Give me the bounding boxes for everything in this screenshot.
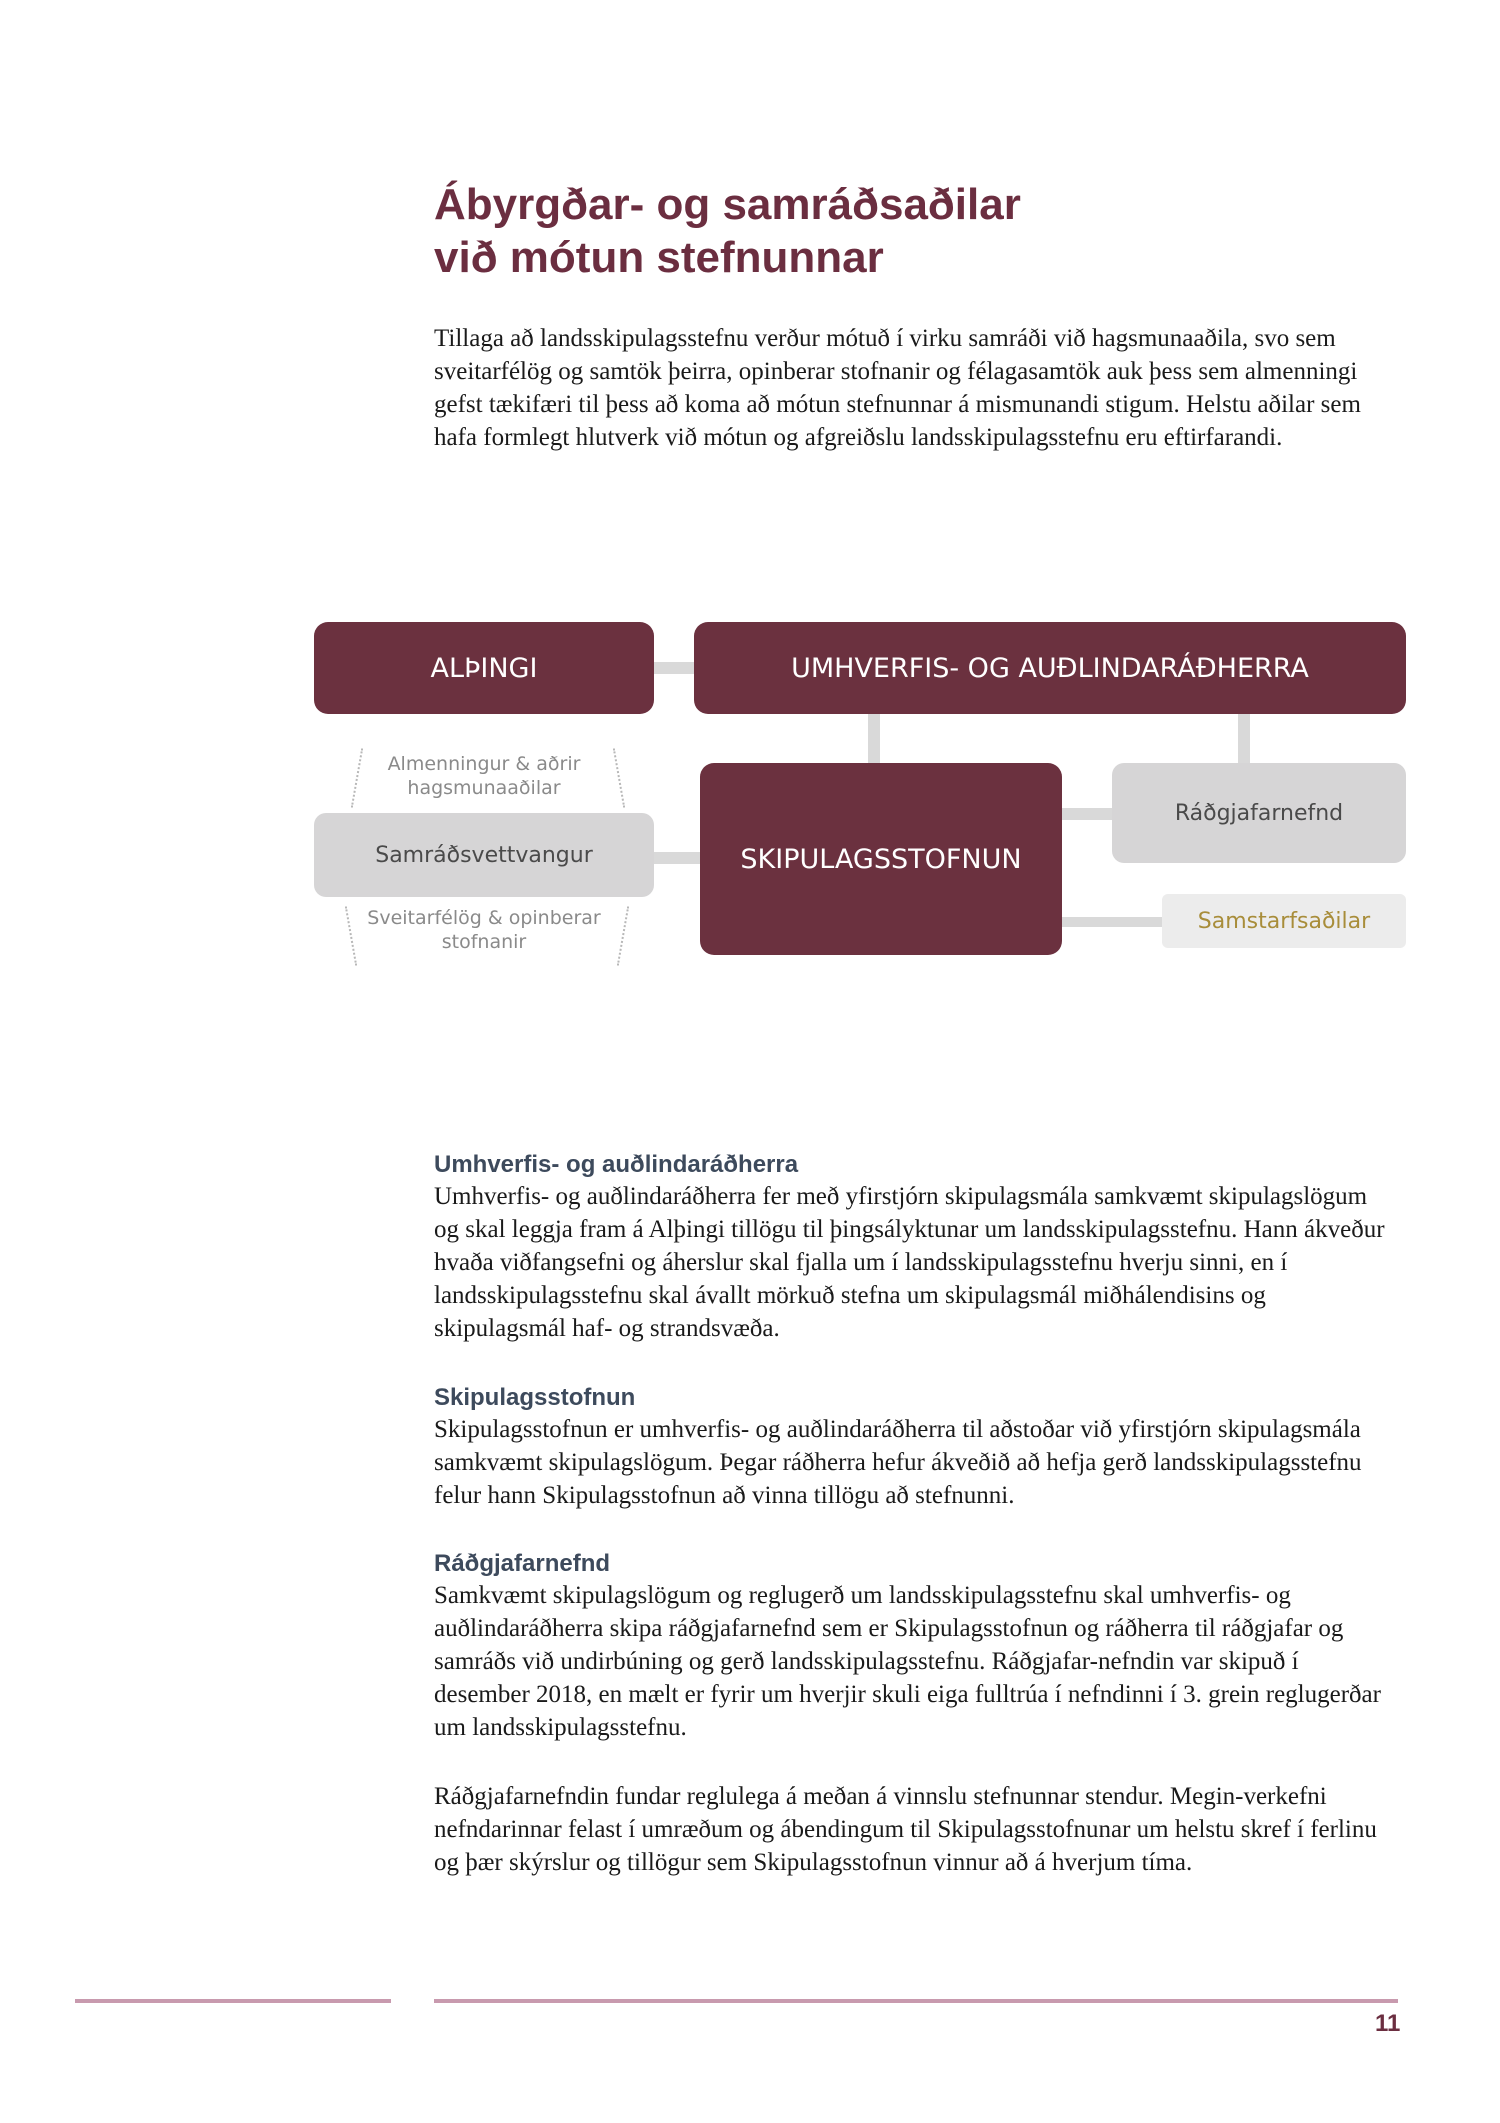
page-title-line-1: Ábyrgðar- og samráðsaðilar [434,180,1021,229]
footer-rule-right [434,1999,1398,2003]
page-title-line-2: við mótun stefnunnar [434,233,884,282]
section-heading-minister: Umhverfis- og auðlindaráðherra [434,1151,799,1178]
forum-box [314,813,654,897]
public-caption: Almenningur & aðrir hagsmunaaðilar [387,753,581,799]
connector-agency-council [1060,808,1114,820]
minister-label: UMHVERFIS- OG AUÐLINDARÁÐHERRA [791,652,1309,684]
connector-minister-agency [868,712,880,764]
althingi-label: ALÞINGI [430,652,538,684]
agency-box [700,763,1062,955]
forum-label: Samráðsvettvangur [375,842,593,868]
section-text-council-2: Ráðgjafarnefndin fundar reglulega á meðan á vinnslu stefnunnar stendur. Megin-verkefni nefndarinnar felast í umræðum og ábendingum til Skipulagsstofnunar um helstu skref í ferlinu og þær skýrslur og tillögur sem Skipulagsstofnun vinnur að á hverjum tíma. [434,1783,1377,1876]
partners-label: Samstarfsaðilar [1197,908,1371,934]
connector-althingi-minister [654,662,696,674]
section-text-agency: Skipulagsstofnun er umhverfis- og auðlindaráðherra til aðstoðar við yfirstjórn skipulagsmála samkvæmt skipulagslögum. Þegar ráðherra hefur ákveðið að hefja gerð landsskipulagsstefnu felur hann Skipulagsstofnun að vinna tillögu að stefnunni. [434,1416,1362,1509]
connector-forum-agency [654,852,702,864]
council-label: Ráðgjafarnefnd [1174,800,1344,826]
section-heading-agency: Skipulagsstofnun [434,1384,636,1411]
section-text-minister: Umhverfis- og auðlindaráðherra fer með yfirstjórn skipulagsmála samkvæmt skipulagslögum og skal leggja fram á Alþingi tillögu til þingsályktunar um landsskipulagsstefnu. Hann ákveður hvaða viðfangsefni og áherslur skal fjalla um í landsskipulagsstefnu hverju sinni, en í landsskipulagsstefnu skal ávallt mörkuð stefna um skipulagsmál miðhálendisins og skipulagsmál haf- og strandsvæða. [434,1183,1385,1342]
footer-rule-left [75,1999,391,2003]
municipalities-caption: Sveitarfélög & opinberar stofnanir [367,907,601,953]
section-heading-council: Ráðgjafarnefnd [434,1550,611,1577]
connector-agency-partners [1060,917,1164,927]
section-text-council: Samkvæmt skipulagslögum og reglugerð um landsskipulagsstefnu skal umhverfis- og auðlindaráðherra skipa ráðgjafarnefnd sem er Skipulagsstofnun og ráðherra til ráðgjafar og samráðs við undirbúning og gerð landsskipulagsstefnu. Ráðgjafar-nefndin var skipuð í desember 2018, en mælt er fyrir um hverjir skuli eiga fulltrúa í nefndinni í 3. grein reglugerðar um landsskipulagsstefnu. [434,1582,1381,1741]
page-number: 11 [1375,2010,1401,2037]
althingi-box [314,622,654,714]
connector-minister-council [1238,712,1250,764]
page-title [434,178,1021,284]
minister-box [694,622,1406,714]
intro-paragraph: Tillaga að landsskipulagsstefnu verður mótuð í virku samráði við hagsmunaaðila, svo sem sveitarfélög og samtök þeirra, opinberar stofnanir og félagasamtök auk þess sem almenningi gefst tækifæri til þess að koma að mótun stefnunnar á mismunandi stigum. Helstu aðilar sem hafa formlegt hlutverk við mótun og afgreiðslu landsskipulagsstefnu eru eftirfarandi. [434,325,1361,451]
partners-box [1162,894,1406,948]
council-box [1112,763,1406,863]
agency-label: SKIPULAGSSTOFNUN [740,843,1022,875]
